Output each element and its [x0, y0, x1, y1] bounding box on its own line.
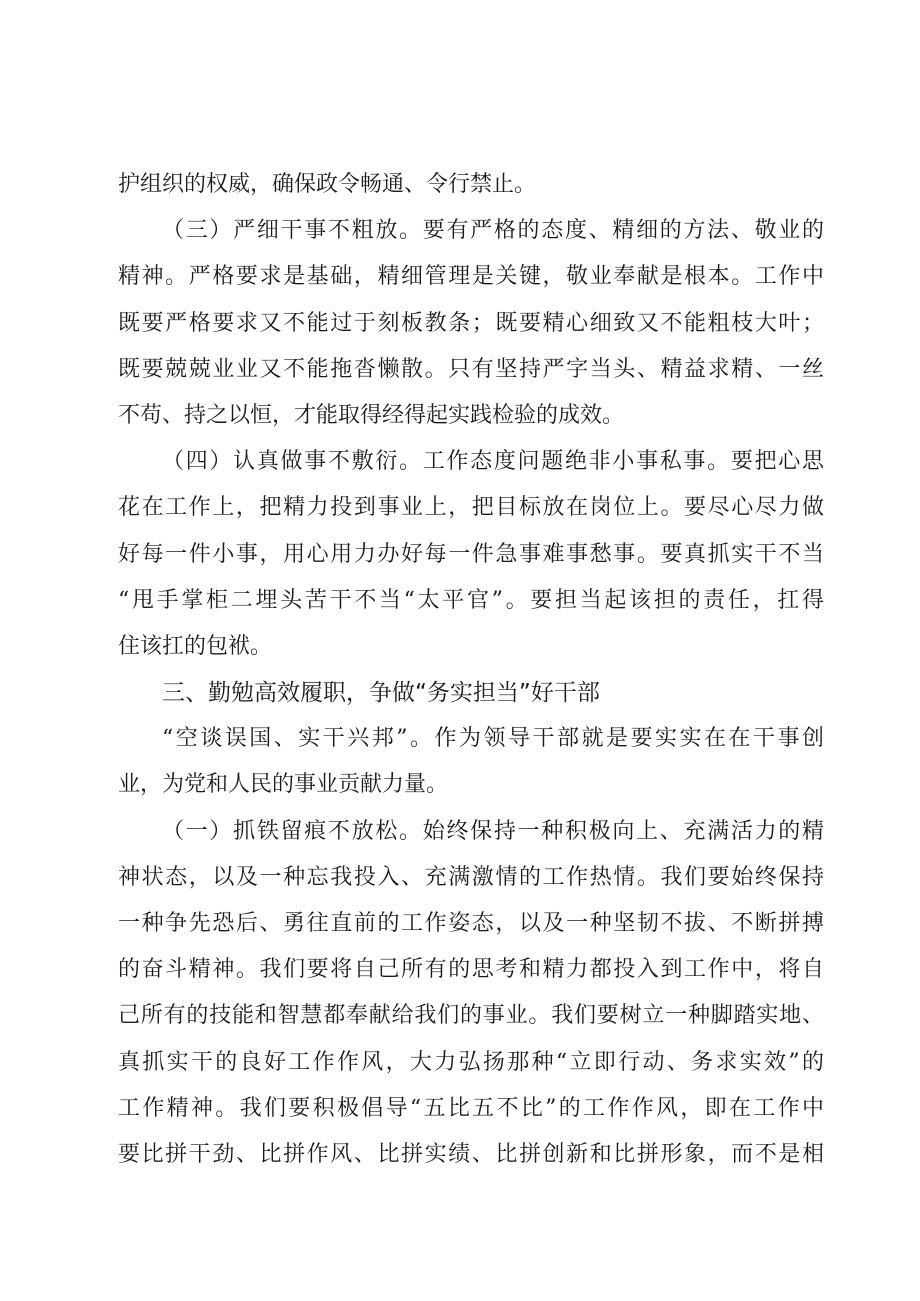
paragraph-line: 既要兢兢业业又不能拖沓懒散。只有坚持严字当头、精益求精、一丝 — [118, 356, 824, 382]
paragraph-line: 住该扛的包袱。 — [118, 633, 273, 659]
paragraph-line: 要比拼干劲、比拼作风、比拼实绩、比拼创新和比拼形象，而不是相 — [118, 1141, 824, 1167]
paragraph-line: 既要严格要求又不能过于刻板教条；既要精心细致又不能粗枝大叶； — [118, 310, 824, 336]
paragraph-line: 花在工作上，把精力投到事业上，把目标放在岗位上。要尽心尽力做 — [118, 495, 824, 521]
paragraph-line: 精神。严格要求是基础，精细管理是关键，敬业奉献是根本。工作中 — [118, 264, 824, 290]
paragraph-line: 真抓实干的良好工作作风，大力弘扬那种“立即行动、务求实效”的 — [118, 1049, 824, 1075]
paragraph-line: （四）认真做事不敷衍。工作态度问题绝非小事私事。要把心思 — [162, 449, 824, 475]
paragraph-line: 好每一件小事，用心用力办好每一件急事难事愁事。要真抓实干不当 — [118, 541, 824, 567]
paragraph-line: 不苟、持之以恒，才能取得经得起实践检验的成效。 — [118, 402, 625, 428]
paragraph-line: “甩手掌柜二埋头苦干不当“太平官”。要担当起该担的责任，扛得 — [118, 587, 824, 613]
paragraph-line: 的奋斗精神。我们要将自己所有的思考和精力都投入到工作中，将自 — [118, 957, 824, 983]
paragraph-line: “空谈误国、实干兴邦”。作为领导干部就是要实实在在干事创 — [162, 726, 824, 752]
paragraph-line: （三）严细干事不粗放。要有严格的态度、精细的方法、敬业的 — [162, 218, 824, 244]
paragraph-line: 工作精神。我们要积极倡导“五比五不比”的工作作风，即在工作中 — [118, 1095, 824, 1121]
section-heading: 三、勤勉高效履职，争做“务实担当”好干部 — [162, 680, 600, 707]
paragraph-line: （一）抓铁留痕不放松。始终保持一种积极向上、充满活力的精 — [162, 818, 824, 844]
paragraph-line: 护组织的权威，确保政令畅通、令行禁止。 — [118, 172, 537, 197]
paragraph-line: 业，为党和人民的事业贡献力量。 — [118, 772, 449, 798]
document-body — [118, 162, 824, 1178]
paragraph-line: 神状态，以及一种忘我投入、充满激情的工作热情。我们要始终保持 — [118, 864, 824, 890]
paragraph-line: 己所有的技能和智慧都奉献给我们的事业。我们要树立一种脚踏实地、 — [118, 1003, 824, 1029]
paragraph-line: 一种争先恐后、勇往直前的工作姿态，以及一种坚韧不拔、不断拼搏 — [118, 911, 824, 936]
